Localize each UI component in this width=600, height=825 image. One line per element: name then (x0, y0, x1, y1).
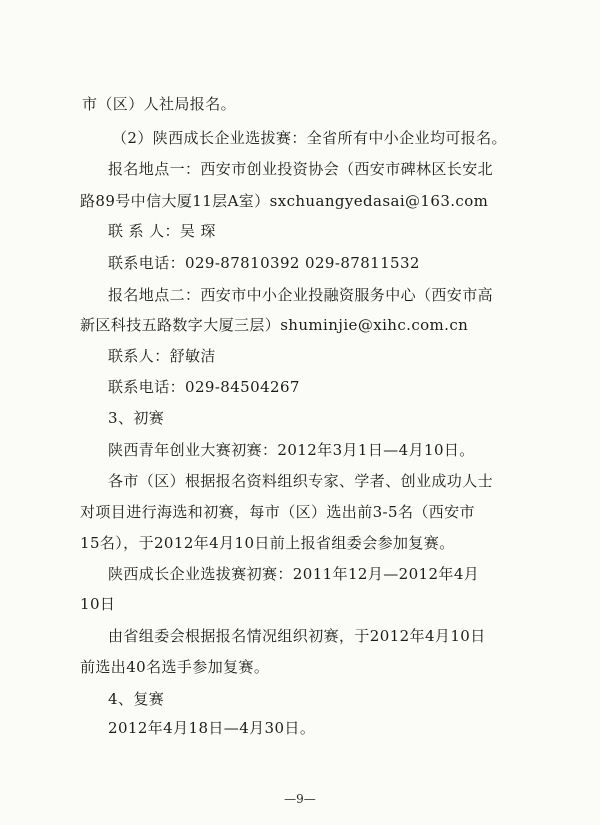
text-line: 10日 (80, 595, 116, 613)
text-line: 2012年4月18日—4月30日。 (108, 719, 316, 737)
text-line: 联系电话：029-84504267 (108, 378, 300, 396)
text-line: 报名地点一：西安市创业投资协会（西安市碑林区长安北 (108, 160, 494, 178)
text-line: 对项目进行海选和初赛，每市（区）选出前3-5名（西安市 (80, 503, 475, 521)
text-line: 各市（区）根据报名资料组织专家、学者、创业成功人士 (108, 472, 494, 490)
text-line: 联系人：舒敏洁 (108, 347, 216, 365)
page-number: —9— (284, 792, 316, 806)
text-line: 前选出40名选手参加复赛。 (80, 658, 270, 676)
address-text: 路89号中信大厦11层A室）sxchuangyedasai@163.com (80, 192, 489, 210)
text-line: 市（区）人社局报名。 (82, 95, 237, 113)
text-line: 联系电话：029-87810392 029-87811532 (108, 254, 420, 272)
text-line: 陕西成长企业选拔赛初赛：2011年12月—2012年4月 (108, 565, 480, 583)
text-line: （2）陕西成长企业选拔赛：全省所有中小企业均可报名。 (112, 129, 507, 147)
text-line: 联 系 人：吴 琛 (108, 222, 216, 240)
text-line (80, 191, 488, 211)
text-line: 由省组委会根据报名情况组织初赛，于2012年4月10日 (108, 627, 486, 645)
text-line: 报名地点二：西安市中小企业投融资服务中心（西安市高 (108, 286, 494, 304)
section-heading: 4、复赛 (108, 690, 165, 708)
text-line: 陕西青年创业大赛初赛：2012年3月1日—4月10日。 (108, 441, 475, 459)
text-line: 15名），于2012年4月10日前上报省组委会参加复赛。 (80, 534, 455, 552)
section-heading: 3、初赛 (108, 409, 165, 427)
text-line: 新区科技五路数字大厦三层）shuminjie@xihc.com.cn (80, 316, 469, 334)
